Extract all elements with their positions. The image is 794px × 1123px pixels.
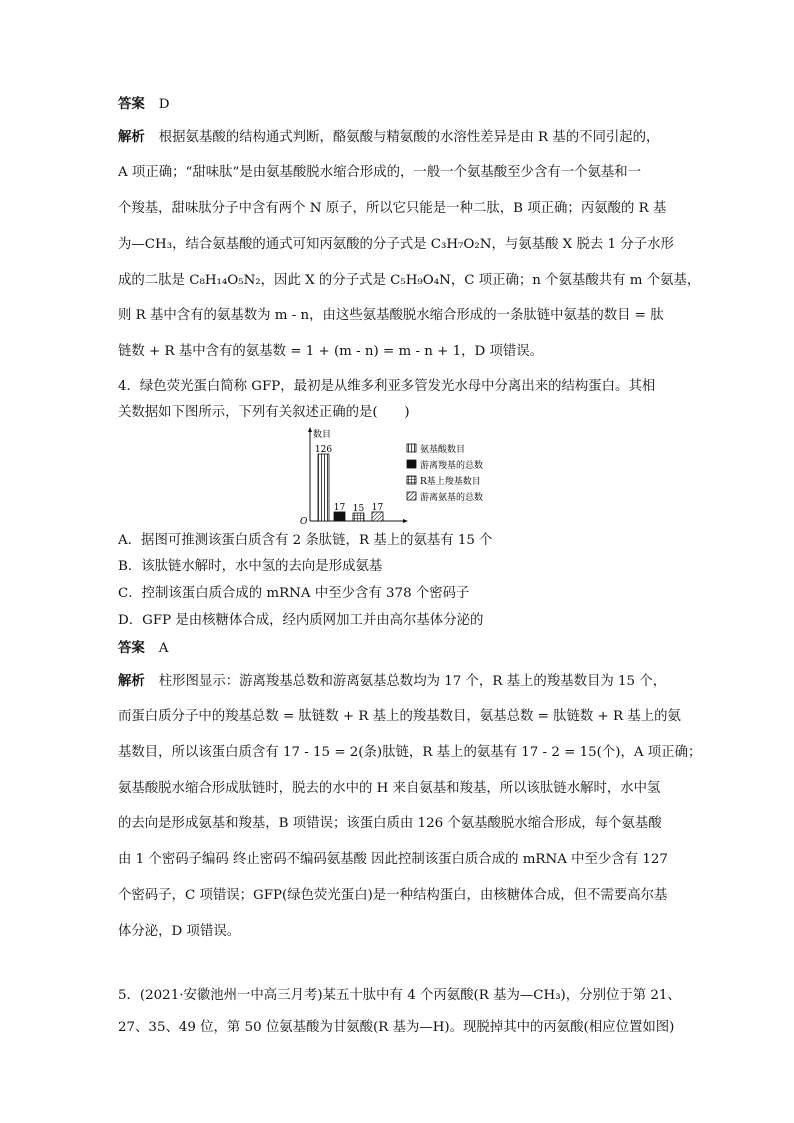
analysis-line: 体分泌，D 项错误。 — [118, 924, 241, 939]
analysis-line: 个密码子，C 项错误；GFP(绿色荧光蛋白)是一种结构蛋白，由核糖体合成，但不需要高尔基 — [118, 888, 668, 903]
legend-swatch — [407, 444, 416, 452]
option-d: D．GFP 是由核糖体合成，经内质网加工并由高尔基体分泌的 — [118, 613, 484, 628]
analysis-line: 的去向是形成氨基和羧基，B 项错误；该蛋白质由 126 个氨基酸脱水缩合形成，每个氨基酸 — [118, 816, 662, 831]
x-axis-arrow-icon — [403, 519, 408, 523]
analysis-label: 解析 — [118, 129, 145, 145]
analysis-line: 为—CH₃，结合氨基酸的通式可知丙氨酸的分子式是 C₃H₇O₂N，与氨基酸 X 脱去 1 分子水形 — [118, 237, 674, 252]
bar-4 — [372, 512, 383, 521]
question-line: 27、35、49 位，第 50 位氨基酸为甘氨酸(R 基为—H)。现脱掉其中的丙氨酸(相应位置如图) — [118, 1020, 675, 1035]
bar-1 — [318, 454, 329, 521]
answer-line — [118, 95, 680, 114]
legend-swatch — [407, 492, 416, 500]
analysis-line: 基数目，所以该蛋白质含有 17 - 15 = 2(条)肽链，R 基上的氨基有 17 - 2 = 15(个)，A 项正确； — [118, 745, 702, 760]
bar-value-label: 17 — [333, 502, 346, 513]
question-line: 5．(2021·安徽池州一中高三月考)某五十肽中有 4 个丙氨酸(R 基为—CH₃)，分别位于第 21、 — [118, 988, 681, 1003]
analysis-line: 链数 + R 基中含有的氨基数 = 1 + (m - n) = m - n + 1，D 项错误。 — [118, 344, 544, 359]
analysis-line: 成的二肽是 C₈H₁₄O₅N₂，因此 X 的分子式是 C₅H₉O₄N，C 项正确；n 个氨基酸共有 m 个氨基， — [118, 273, 701, 288]
legend-label: 游离羧基的总数 — [420, 461, 484, 471]
analysis-label: 解析 — [118, 673, 145, 689]
gfp-bar-chart — [290, 424, 510, 528]
analysis-line: 则 R 基中含有的氨基数为 m - n，由这些氨基酸脱水缩合形成的一条肽链中氨基的数目 = 肽 — [118, 308, 664, 323]
answer-line — [118, 639, 680, 658]
legend-label: 游离氨基的总数 — [420, 493, 484, 503]
legend-label: R基上羧基数目 — [420, 477, 481, 487]
y-axis-label: 数目 — [313, 430, 332, 440]
bar-value-label: 17 — [371, 502, 384, 513]
option-b: B．该肽链水解时，水中氢的去向是形成氨基 — [118, 559, 383, 574]
analysis-line: 由 1 个密码子编码 终止密码不编码氨基酸 因此控制该蛋白质合成的 mRNA 中至少含有 127 — [118, 852, 668, 867]
analysis-line: A 项正确；“甜味肽”是由氨基酸脱水缩合形成的，一般一个氨基酸至少含有一个氨基和一 — [118, 165, 642, 180]
legend-swatch — [407, 476, 416, 484]
bar-3 — [353, 513, 364, 521]
y-axis-arrow-icon — [308, 427, 312, 432]
question-line: 关数据如下图所示，下列有关叙述正确的是( ) — [118, 405, 410, 420]
answer-label: 答案 — [118, 640, 145, 656]
legend-swatch — [407, 460, 416, 468]
option-a: A．据图可推测该蛋白质含有 2 条肽链，R 基上的氨基有 15 个 — [118, 533, 493, 548]
bar-value-label: 126 — [314, 445, 333, 455]
origin-label: O — [300, 517, 308, 527]
option-c: C．控制该蛋白质合成的 mRNA 中至少含有 378 个密码子 — [118, 586, 470, 601]
answer-value: D — [158, 97, 170, 112]
answer-value: A — [158, 641, 169, 656]
answer-label: 答案 — [118, 96, 145, 112]
analysis-line: 而蛋白质分子中的羧基总数 = 肽链数 + R 基上的羧基数目，氨基总数 = 肽链数 + R 基上的氨 — [118, 709, 681, 724]
bar-2 — [334, 512, 345, 521]
analysis-line: 个羧基，甜味肽分子中含有两个 N 原子，所以它只能是一种二肽，B 项正确；丙氨酸的 R 基 — [118, 201, 667, 216]
question-line: 4．绿色荧光蛋白简称 GFP，最初是从维多利亚多管发光水母中分离出来的结构蛋白。其相 — [118, 379, 656, 394]
analysis-line: 解析 根据氨基酸的结构通式判断，酪氨酸与精氨酸的水溶性差异是由 R 基的不同引起的， — [118, 129, 660, 145]
legend-label: 氨基酸数目 — [420, 445, 466, 455]
analysis-line: 解析 柱形图显示：游离羧基总数和游离氨基总数均为 17 个，R 基上的羧基数目为 15 个， — [118, 673, 667, 689]
analysis-line: 氨基酸脱水缩合形成肽链时，脱去的水中的 H 来自氨基和羧基，所以该肽链水解时，水中氢 — [118, 781, 661, 796]
bar-value-label: 15 — [352, 504, 365, 515]
